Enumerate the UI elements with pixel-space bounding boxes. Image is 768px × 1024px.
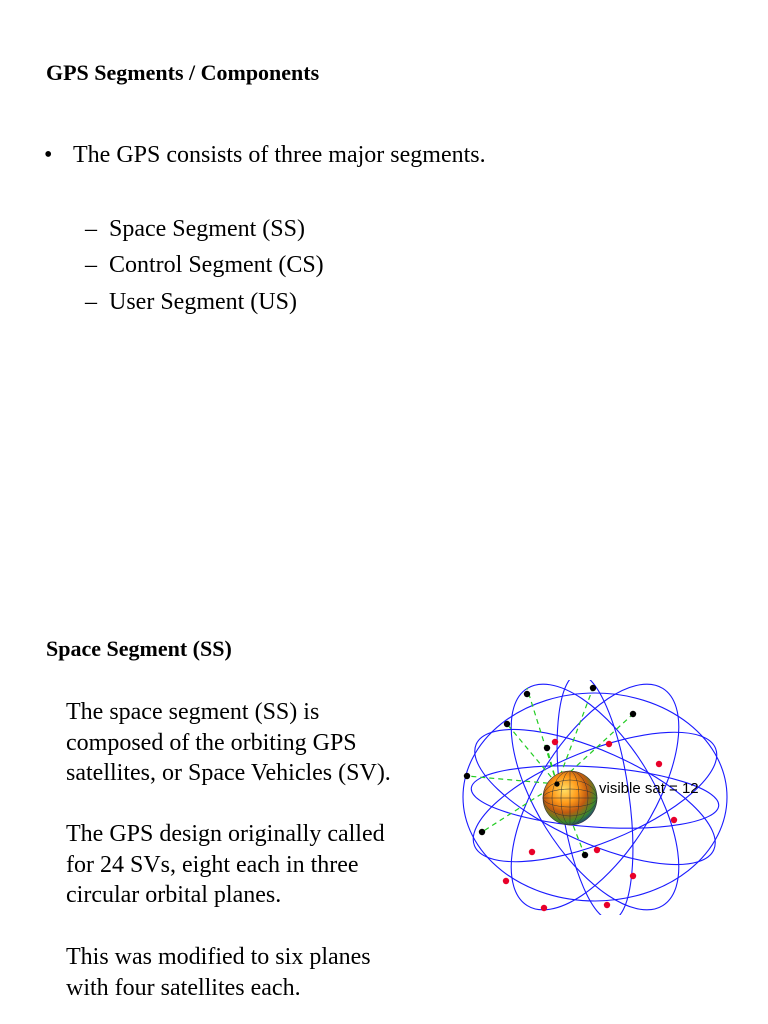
bullet-item bbox=[44, 140, 486, 170]
hidden-satellite bbox=[604, 902, 610, 908]
list-item-space-segment bbox=[85, 214, 305, 244]
paragraph-line: circular orbital planes. bbox=[66, 882, 282, 908]
visible-satellite bbox=[554, 781, 559, 786]
visible-satellite bbox=[504, 721, 510, 727]
hidden-satellite bbox=[606, 741, 612, 747]
visible-satellite bbox=[582, 852, 588, 858]
list-item-label: Space Segment (SS) bbox=[109, 216, 305, 242]
section-heading-gps-segments: GPS Segments / Components bbox=[46, 60, 320, 85]
paragraph-line: for 24 SVs, eight each in three bbox=[66, 851, 359, 878]
hidden-satellite bbox=[594, 847, 600, 853]
gps-constellation-figure bbox=[455, 680, 735, 915]
paragraph-line: composed of the orbiting GPS bbox=[66, 729, 357, 756]
bullet-text: The GPS consists of three major segments. bbox=[73, 142, 486, 168]
hidden-satellite bbox=[656, 761, 662, 767]
paragraph-original-design bbox=[66, 819, 385, 911]
section-heading-space-segment: Space Segment (SS) bbox=[46, 636, 232, 661]
hidden-satellite bbox=[671, 817, 677, 823]
hidden-satellite bbox=[630, 873, 636, 879]
hidden-satellite bbox=[503, 878, 509, 884]
bullet-mark: • bbox=[44, 142, 53, 168]
visible-satellite bbox=[630, 711, 636, 717]
visible-satellites bbox=[464, 685, 636, 858]
visible-satellite bbox=[590, 685, 596, 691]
list-item-label: Control Segment (CS) bbox=[109, 252, 324, 278]
dash-mark: – bbox=[85, 252, 97, 278]
hidden-satellite bbox=[552, 739, 558, 745]
visible-satellite bbox=[544, 745, 550, 751]
sightlines bbox=[467, 688, 633, 856]
paragraph-modification bbox=[66, 942, 371, 1003]
earth-globe bbox=[543, 771, 597, 825]
hidden-satellite bbox=[529, 849, 535, 855]
list-item-control-segment bbox=[85, 250, 324, 280]
paragraph-line: The space segment (SS) is bbox=[66, 699, 320, 725]
list-item-label: User Segment (US) bbox=[109, 289, 297, 315]
paragraph-composition bbox=[66, 697, 391, 789]
dash-mark: – bbox=[85, 216, 97, 242]
visible-satellite-count-label: visible sat = 12 bbox=[599, 780, 699, 797]
paragraph-line: This was modified to six planes bbox=[66, 944, 371, 970]
visible-satellite bbox=[464, 773, 470, 779]
visible-satellite bbox=[479, 829, 485, 835]
paragraph-line: with four satellites each. bbox=[66, 974, 301, 1001]
paragraph-line: satellites, or Space Vehicles (SV). bbox=[66, 760, 391, 786]
sightline bbox=[527, 688, 557, 784]
paragraph-line: The GPS design originally called bbox=[66, 821, 385, 847]
hidden-satellites bbox=[503, 739, 677, 911]
list-item-user-segment bbox=[85, 287, 297, 317]
dash-mark: – bbox=[85, 289, 97, 315]
hidden-satellite bbox=[541, 905, 547, 911]
sightline bbox=[467, 776, 557, 784]
visible-satellite bbox=[524, 691, 530, 697]
